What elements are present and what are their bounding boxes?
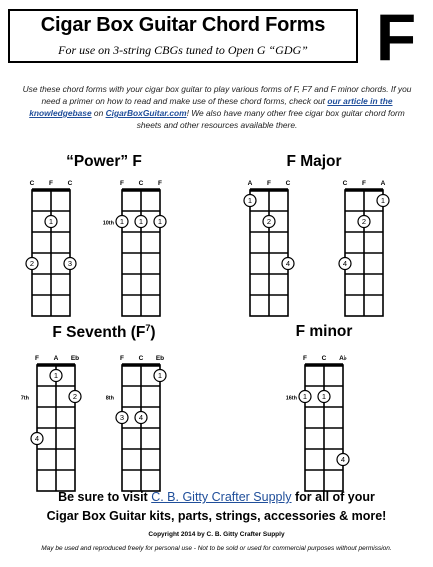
finger-number: 3 bbox=[67, 259, 73, 269]
copyright-notice: Copyright 2014 by C. B. Gitty Crafter Supply bbox=[148, 531, 285, 538]
finger-number: 4 bbox=[340, 455, 346, 465]
finger-number: 1 bbox=[157, 371, 163, 381]
string-note-label: Eb bbox=[155, 355, 165, 362]
page-title: Cigar Box Guitar Chord Forms bbox=[40, 14, 326, 36]
finger-number: 4 bbox=[342, 259, 348, 269]
fret-position-label: 7th bbox=[20, 395, 29, 402]
finger-number: 1 bbox=[380, 196, 386, 206]
string-note-label: C bbox=[67, 180, 73, 187]
fret-position-label: 16th bbox=[285, 395, 297, 402]
finger-number: 1 bbox=[138, 217, 144, 227]
fret-position-label: 10th bbox=[102, 220, 114, 227]
string-note-label: C bbox=[138, 180, 144, 187]
cbgitty-link[interactable]: C. B. Gitty Crafter Supply bbox=[151, 490, 292, 504]
usage-disclaimer: May be used and reproduced freely for personal use - Not to be sold or used for commercial purposes without permission. bbox=[41, 545, 392, 552]
string-note-label: F bbox=[362, 180, 366, 187]
finger-number: 1 bbox=[119, 217, 125, 227]
string-note-label: C bbox=[342, 180, 348, 187]
string-note-label: F bbox=[49, 180, 53, 187]
string-note-label: C bbox=[321, 355, 327, 362]
finger-number: 1 bbox=[53, 371, 59, 381]
string-note-label: A bbox=[247, 180, 253, 187]
string-note-label: F bbox=[267, 180, 271, 187]
section-title-major: F Major bbox=[286, 153, 342, 170]
finger-number: 4 bbox=[34, 434, 40, 444]
footer-promo-line-2: Cigar Box Guitar kits, parts, strings, accessories & more! bbox=[46, 509, 387, 523]
finger-number: 2 bbox=[72, 392, 78, 402]
section-title-minor: F minor bbox=[295, 323, 353, 340]
finger-number: 1 bbox=[302, 392, 308, 402]
finger-number: 4 bbox=[285, 259, 291, 269]
knowledgebase-link[interactable]: our article in the knowledgebase bbox=[29, 96, 393, 118]
finger-number: 3 bbox=[119, 413, 125, 423]
finger-number: 4 bbox=[138, 413, 144, 423]
footer-promo-line-1 bbox=[0, 490, 433, 504]
page-subtitle: For use on 3-string CBGs tuned to Open G “GDG” bbox=[58, 43, 308, 57]
string-note-label: F bbox=[120, 180, 124, 187]
string-note-label: F bbox=[35, 355, 39, 362]
seventh-title-end: ) bbox=[150, 324, 156, 342]
intro-text-3: ! We also have many other free cigar box guitar chord form sheets and other resources available there. bbox=[136, 108, 405, 130]
finger-number: 2 bbox=[266, 217, 272, 227]
finger-number: 2 bbox=[361, 217, 367, 227]
intro-text-1: Use these chord forms with your cigar box guitar to play various forms of F, F7 and F minor chords. If you need a primer on how to read and make use of these chord forms, check out bbox=[22, 84, 412, 106]
string-note-label: F bbox=[303, 355, 307, 362]
intro-text-2: on bbox=[91, 108, 106, 118]
string-note-label: A bbox=[380, 180, 386, 187]
finger-number: 1 bbox=[247, 196, 253, 206]
footer-text-pre: Be sure to visit bbox=[58, 490, 152, 504]
string-note-label: C bbox=[285, 180, 291, 187]
string-note-label: A bbox=[53, 355, 59, 362]
finger-number: 2 bbox=[29, 259, 35, 269]
string-note-label: F bbox=[120, 355, 124, 362]
fret-position-label: 8th bbox=[105, 395, 114, 402]
string-note-label: F bbox=[158, 180, 162, 187]
seventh-title-sup: 7 bbox=[145, 323, 151, 333]
website-link[interactable]: CigarBoxGuitar.com bbox=[105, 108, 187, 118]
finger-number: 1 bbox=[321, 392, 327, 402]
finger-number: 1 bbox=[48, 217, 54, 227]
chord-letter: F bbox=[375, 0, 417, 74]
string-note-label: Eb bbox=[70, 355, 80, 362]
finger-number: 1 bbox=[157, 217, 163, 227]
string-note-label: A♭ bbox=[339, 355, 347, 362]
section-title-power: “Power” F bbox=[66, 153, 142, 170]
footer-text-post: for all of your bbox=[291, 490, 375, 504]
string-note-label: C bbox=[138, 355, 144, 362]
string-note-label: C bbox=[29, 180, 35, 187]
seventh-title-main: F Seventh (F bbox=[52, 324, 146, 342]
